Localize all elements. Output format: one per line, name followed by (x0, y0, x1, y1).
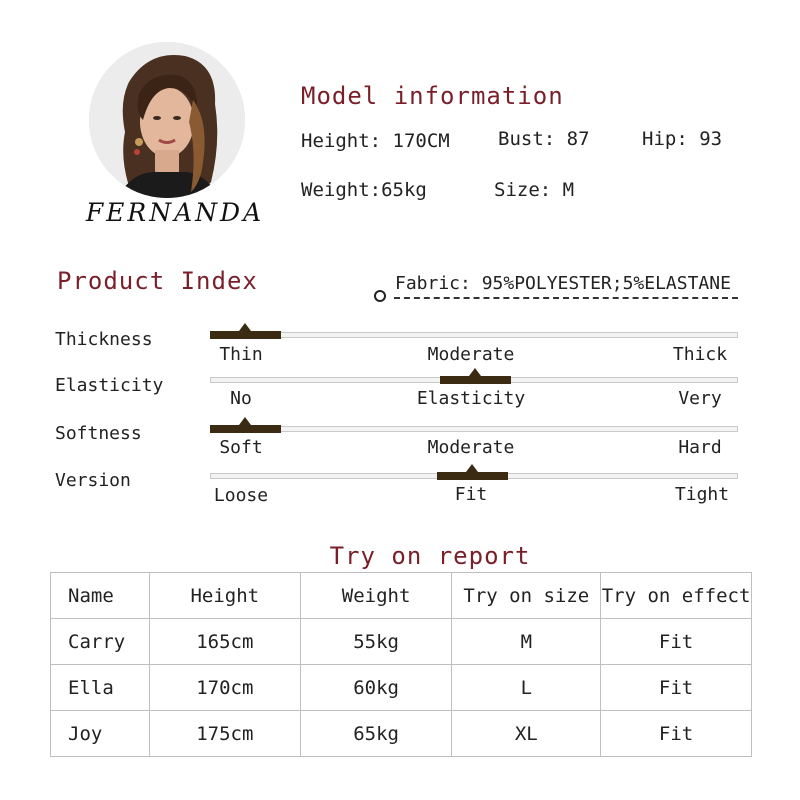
bullet-circle-icon (374, 290, 386, 302)
table-header-row (51, 573, 752, 619)
header-try-on-size: Try on size (452, 573, 601, 619)
cell-name: Ella (51, 665, 150, 711)
softness-scale-low: Soft (219, 437, 263, 458)
softness-marker (210, 425, 281, 433)
cell-name: Carry (51, 619, 150, 665)
softness-scale-mid: Moderate (427, 437, 515, 458)
fabric-underline (394, 297, 738, 299)
model-avatar (89, 42, 245, 198)
thickness-scale-low: Thin (219, 344, 263, 365)
header-weight: Weight (300, 573, 452, 619)
elasticity-scale-mid: Elasticity (416, 388, 526, 409)
version-scale-high: Tight (674, 484, 730, 505)
header-height: Height (149, 573, 300, 619)
elasticity-scale-low: No (230, 388, 252, 409)
cell-weight: 65kg (300, 711, 452, 757)
index-label-version: Version (55, 470, 131, 491)
model-photo (89, 42, 245, 198)
cell-height: 175cm (149, 711, 300, 757)
cell-height: 165cm (149, 619, 300, 665)
thickness-marker-pointer (239, 323, 251, 331)
version-marker-pointer (466, 464, 478, 472)
cell-size: M (452, 619, 601, 665)
elasticity-marker-pointer (469, 368, 481, 376)
cell-size: XL (452, 711, 601, 757)
softness-scale-high: Hard (678, 437, 722, 458)
index-label-thickness: Thickness (55, 329, 153, 350)
index-label-elasticity: Elasticity (55, 375, 164, 396)
thickness-scale-mid: Moderate (427, 344, 515, 365)
elasticity-marker (440, 376, 511, 384)
version-marker (437, 472, 508, 480)
cell-height: 170cm (149, 665, 300, 711)
cell-effect: Fit (601, 619, 752, 665)
model-weight: Weight:65kg (301, 179, 427, 201)
thickness-scale-high: Thick (672, 344, 728, 365)
version-scale-mid: Fit (454, 484, 488, 505)
version-scale-low: Loose (213, 485, 269, 506)
model-info-title: Model information (301, 82, 564, 110)
softness-track (210, 426, 738, 432)
product-index-title: Product Index (57, 267, 258, 295)
model-bust: Bust: 87 (498, 128, 590, 150)
cell-weight: 60kg (300, 665, 452, 711)
softness-marker-pointer (239, 417, 251, 425)
table-row (51, 665, 752, 711)
try-on-table (50, 572, 752, 757)
model-size: Size: M (494, 179, 575, 201)
cell-weight: 55kg (300, 619, 452, 665)
cell-effect: Fit (601, 711, 752, 757)
thickness-marker (210, 331, 281, 339)
cell-effect: Fit (601, 665, 752, 711)
cell-name: Joy (51, 711, 150, 757)
header-name: Name (51, 573, 150, 619)
thickness-track (210, 332, 738, 338)
model-hip: Hip: 93 (642, 128, 723, 150)
model-height: Height: 170CM (301, 130, 450, 152)
table-row (51, 619, 752, 665)
index-label-softness: Softness (55, 423, 142, 444)
table-row (51, 711, 752, 757)
fabric-composition: Fabric: 95%POLYESTER;5%ELASTANE (395, 273, 731, 294)
model-name: FERNANDA (85, 198, 265, 227)
cell-size: L (452, 665, 601, 711)
try-on-report-title: Try on report (329, 542, 531, 570)
elasticity-scale-high: Very (678, 388, 722, 409)
header-try-on-effect: Try on effect (601, 573, 752, 619)
